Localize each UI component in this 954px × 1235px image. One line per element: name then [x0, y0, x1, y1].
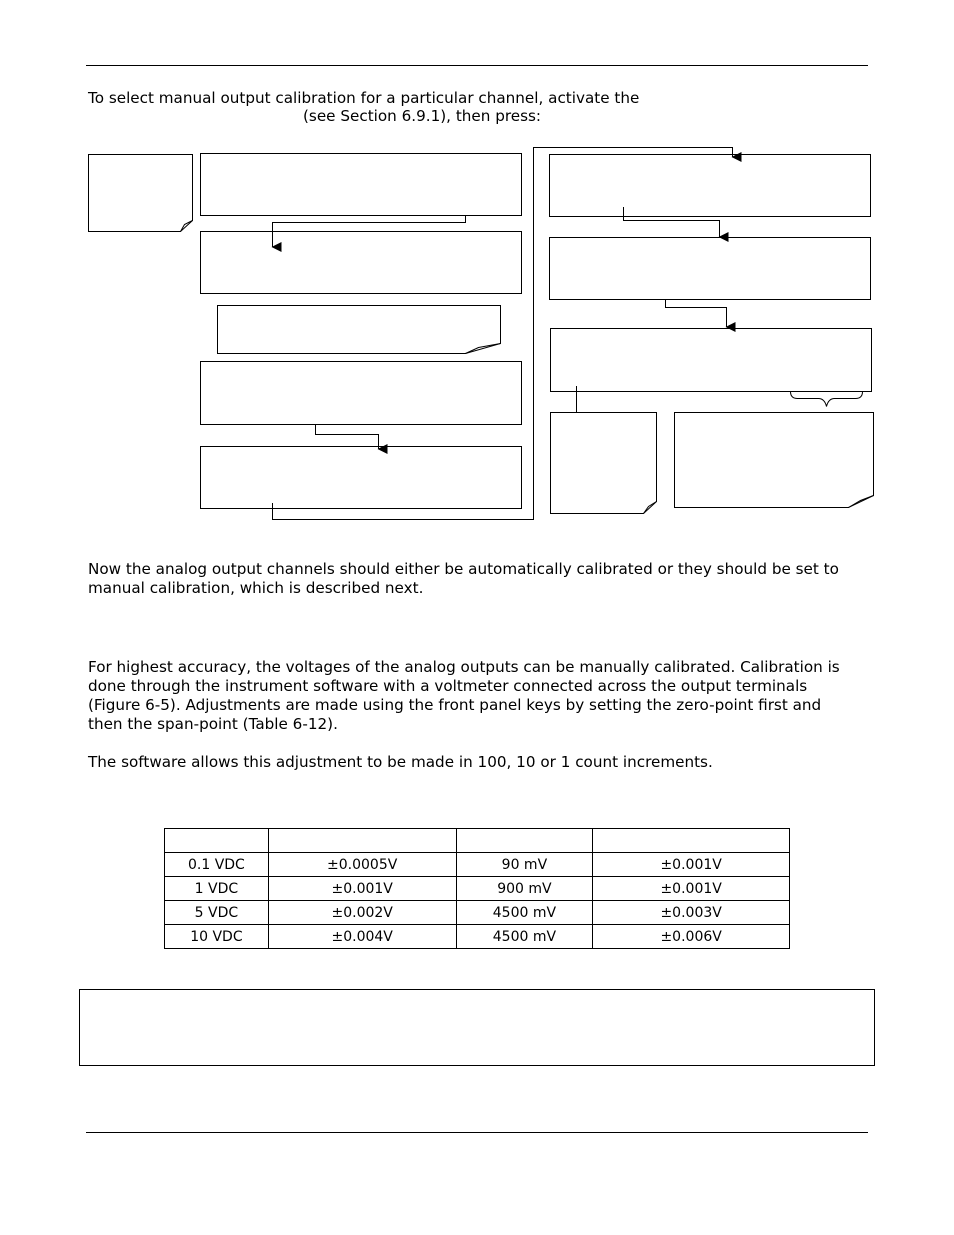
- table-header-cell: [456, 829, 593, 853]
- table-row: [165, 877, 790, 901]
- table-cell: 10 VDC: [165, 925, 269, 949]
- note-box-small: [551, 413, 657, 514]
- note-box-right: [675, 413, 874, 508]
- table-cell: 4500 mV: [456, 901, 593, 925]
- note-box-left: [89, 155, 193, 232]
- paragraph-next-step-line-2: manual calibration, which is described next.: [88, 579, 424, 597]
- table-cell: 90 mV: [456, 853, 593, 877]
- table-cell: ±0.002V: [268, 901, 456, 925]
- note-box-middle: [218, 306, 501, 354]
- note-box: [79, 989, 875, 1066]
- paragraph-next-step-line-1: Now the analog output channels should either be automatically calibrated or they should be set to: [88, 560, 839, 578]
- intro-line-2: (see Section 6.9.1), then press:: [303, 107, 542, 125]
- paragraph-manual-line-2: done through the instrument software with a voltmeter connected across the output terminals: [88, 677, 808, 695]
- table-row: [165, 853, 790, 877]
- table-row: [165, 901, 790, 925]
- screen-box-1: [201, 154, 522, 216]
- table-header-row: [165, 829, 790, 853]
- paragraph-manual-line-1: For highest accuracy, the voltages of the analog outputs can be manually calibrated. Calibration is: [88, 658, 840, 676]
- paragraph-increments: The software allows this adjustment to be made in 100, 10 or 1 count increments.: [88, 753, 713, 771]
- screen-box-4: [201, 447, 522, 509]
- table-cell: 0.1 VDC: [165, 853, 269, 877]
- header-rule: [86, 65, 868, 66]
- voltage-tolerance-table: [164, 828, 790, 949]
- footer-rule: [86, 1132, 868, 1133]
- calibration-flowchart: [0, 0, 954, 560]
- intro-line-1: To select manual output calibration for a particular channel, activate the: [88, 89, 640, 107]
- table-header-cell: [165, 829, 269, 853]
- screen-box-3: [201, 362, 522, 425]
- table-cell: ±0.001V: [593, 853, 790, 877]
- table-cell: ±0.001V: [268, 877, 456, 901]
- screen-box-7: [551, 329, 872, 392]
- table-header-cell: [268, 829, 456, 853]
- table-cell: 1 VDC: [165, 877, 269, 901]
- screen-box-6: [550, 238, 871, 300]
- table-cell: ±0.006V: [593, 925, 790, 949]
- table-cell: ±0.004V: [268, 925, 456, 949]
- table-cell: ±0.001V: [593, 877, 790, 901]
- table-row: [165, 925, 790, 949]
- table-cell: 4500 mV: [456, 925, 593, 949]
- screen-box-5: [550, 155, 871, 217]
- paragraph-manual-line-4: then the span-point (Table 6-12).: [88, 715, 338, 733]
- table-cell: 5 VDC: [165, 901, 269, 925]
- paragraph-manual-line-3: (Figure 6-5). Adjustments are made using the front panel keys by setting the zero-point first and: [88, 696, 822, 714]
- table-cell: ±0.003V: [593, 901, 790, 925]
- table-header-cell: [593, 829, 790, 853]
- screen-box-2: [201, 232, 522, 294]
- table-cell: ±0.0005V: [268, 853, 456, 877]
- table-cell: 900 mV: [456, 877, 593, 901]
